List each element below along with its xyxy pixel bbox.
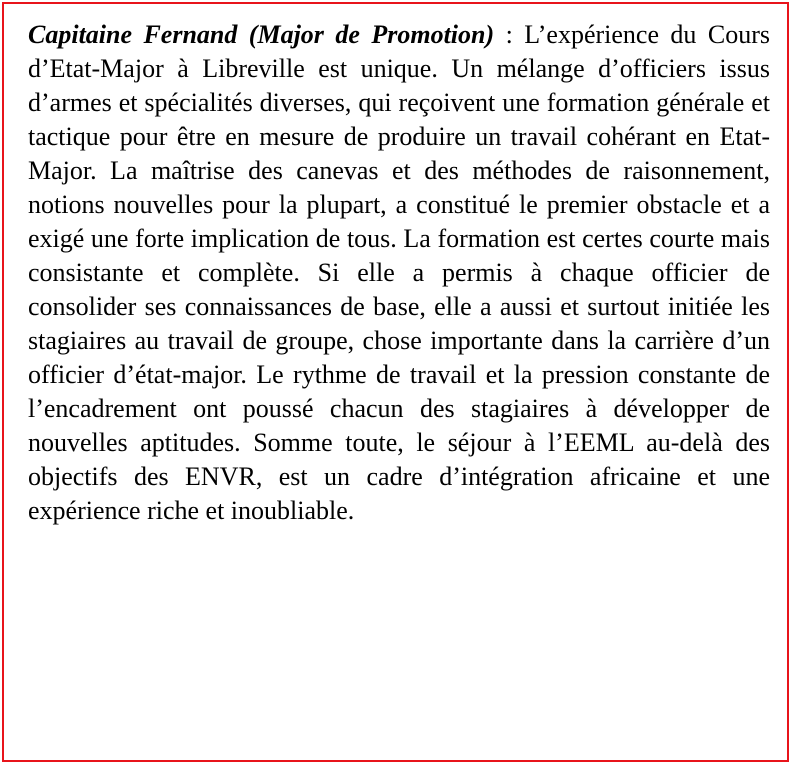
speaker-name: Capitaine Fernand (Major de Promotion) [28, 20, 495, 49]
testimony-box [2, 2, 789, 762]
testimony-paragraph [28, 18, 770, 528]
speaker-separator: : [494, 20, 525, 49]
testimony-body: L’expérience du Cours d’Etat-Major à Libreville est unique. Un mélange d’officiers issus d’armes et spécialités diverses, qui reçoivent une formation générale et tactique pour être en mesure de produire un travail cohérant en Etat-Major. La maîtrise des canevas et des méthodes de raisonnement, notions nouvelles pour la plupart, a constitué le premier obstacle et a exigé une forte implication de tous. La formation est certes courte mais consistante et complète. Si elle a permis à chaque officier de consolider ses connaissances de base, elle a aussi et surtout initiée les stagiaires au travail de groupe, chose importante dans la carrière d’un officier d’état-major. Le rythme de travail et la pression constante de l’encadrement ont poussé chacun des stagiaires à développer de nouvelles aptitudes. Somme toute, le séjour à l’EEML au-delà des objectifs des ENVR, est un cadre d’intégration africaine et une expérience riche et inoubliable. [28, 20, 770, 525]
